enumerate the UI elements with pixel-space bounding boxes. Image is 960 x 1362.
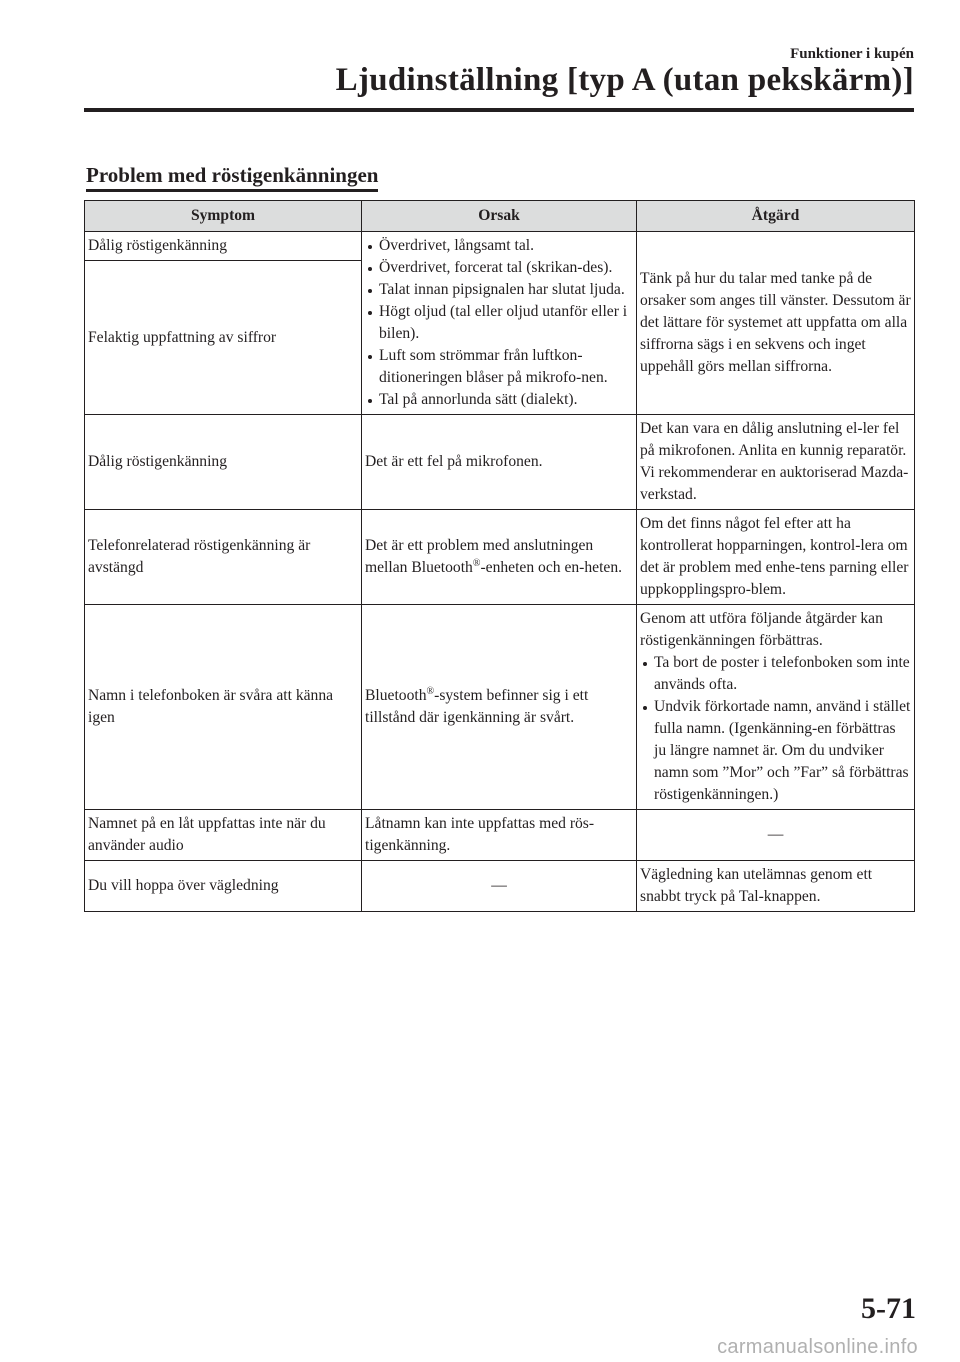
table-row — [85, 510, 915, 605]
cause-text-post: -enheten och en-heten. — [480, 559, 623, 576]
table-row — [85, 415, 915, 510]
cause-list — [365, 235, 633, 411]
list-item: Luft som strömmar från luftkon-ditioneringen blåser på mikrofo-nen. — [365, 345, 633, 389]
column-header-cause: Orsak — [362, 201, 637, 232]
page-number: 5-71 — [861, 1292, 916, 1325]
symptom-cell: Namnet på en låt uppfattas inte när du använder audio — [85, 810, 362, 861]
action-list — [640, 652, 911, 806]
table-row — [85, 232, 915, 261]
column-header-symptom: Symptom — [85, 201, 362, 232]
action-cell — [637, 605, 915, 810]
cause-cell — [362, 605, 637, 810]
registered-mark: ® — [472, 557, 481, 569]
list-item: Högt oljud (tal eller oljud utanför eller i bilen). — [365, 301, 633, 345]
cause-cell — [362, 232, 637, 415]
action-cell: — — [637, 810, 915, 861]
section-heading: Problem med röstigenkänningen — [86, 163, 378, 192]
cause-cell: Det är ett fel på mikrofonen. — [362, 415, 637, 510]
header-section-label: Funktioner i kupén — [790, 46, 914, 62]
list-item: Överdrivet, långsamt tal. — [365, 235, 633, 257]
list-item: Ta bort de poster i telefonboken som inte används ofta. — [640, 652, 911, 696]
watermark-text: carmanualsonline.info — [717, 1336, 918, 1358]
cause-text-pre: Bluetooth — [365, 687, 427, 704]
page-title: Ljudinställning [typ A (utan pekskärm)] — [335, 62, 914, 98]
column-header-action: Åtgärd — [637, 201, 915, 232]
header-divider — [84, 108, 914, 112]
symptom-cell: Felaktig uppfattning av siffror — [85, 261, 362, 415]
action-cell: Om det finns något fel efter att ha kontrollerat hopparningen, kontrol-lera om det är problem med enhe-tens parning eller uppkopplingspro-blem. — [637, 510, 915, 605]
cause-cell: — — [362, 861, 637, 912]
list-item: Överdrivet, forcerat tal (skrikan-des). — [365, 257, 633, 279]
action-cell: Vägledning kan utelämnas genom ett snabbt tryck på Tal-knappen. — [637, 861, 915, 912]
symptom-cell: Dålig röstigenkänning — [85, 415, 362, 510]
cause-text-pre: Det är ett problem med anslutningen mellan Bluetooth — [365, 537, 594, 576]
list-item: Talat innan pipsignalen har slutat ljuda. — [365, 279, 633, 301]
table-row — [85, 810, 915, 861]
symptom-cell: Namn i telefonboken är svåra att känna igen — [85, 605, 362, 810]
table-row — [85, 861, 915, 912]
action-cell: Tänk på hur du talar med tanke på de orsaker som anges till vänster. Dessutom är det lättare för systemet att uppfatta om alla siffrorna sägs i en sekvens och inget uppehåll görs mellan siffrorna. — [637, 232, 915, 415]
cause-cell — [362, 510, 637, 605]
symptom-cell: Du vill hoppa över vägledning — [85, 861, 362, 912]
action-intro: Genom att utföra följande åtgärder kan röstigenkänningen förbättras. — [640, 610, 883, 649]
action-cell: Det kan vara en dålig anslutning el-ler fel på mikrofonen. Anlita en kunnig reparatör. Vi rekommenderar en auktoriserad Mazda-verkstad. — [637, 415, 915, 510]
table-row — [85, 605, 915, 810]
list-item: Tal på annorlunda sätt (dialekt). — [365, 389, 633, 411]
table-header-row — [85, 201, 915, 232]
list-item: Undvik förkortade namn, använd i stället fulla namn. (Igenkänning-en förbättras ju längre namnet är. Om du undviker namn som ”Mor” och ”Far” så förbättras röstigenkänningen.) — [640, 696, 911, 806]
symptom-cell: Dålig röstigenkänning — [85, 232, 362, 261]
symptom-cell: Telefonrelaterad röstigenkänning är avstängd — [85, 510, 362, 605]
cause-cell: Låtnamn kan inte uppfattas med rös-tigenkänning. — [362, 810, 637, 861]
troubleshooting-table — [84, 200, 915, 912]
registered-mark: ® — [426, 685, 435, 697]
cause-text-post: -system befinner sig i ett tillstånd där igenkänning är svårt. — [365, 687, 589, 726]
